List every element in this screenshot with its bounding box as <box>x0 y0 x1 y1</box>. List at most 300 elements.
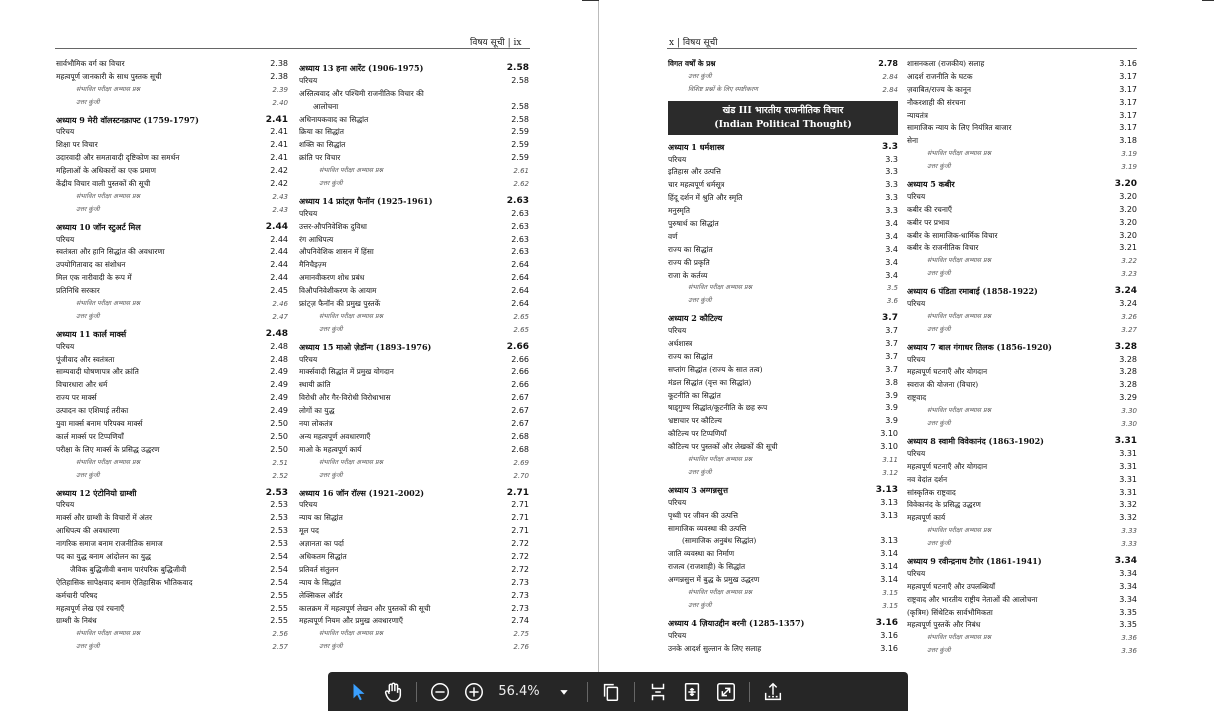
entry-title: अध्याय 3 अग्गन्नसुत्त <box>668 484 728 495</box>
entry-title: कबीर के राजनीतिक विचार <box>907 243 979 253</box>
zoom-level[interactable]: 56.4% <box>498 684 540 699</box>
page-number: 3.16 <box>880 643 898 653</box>
entry-title: उत्तर कुंजी <box>319 180 343 188</box>
page-number: 3.35 <box>1119 620 1137 630</box>
entry-title: मिल एक नारीवादी के रूप में <box>56 273 132 283</box>
zoom-in-button[interactable] <box>457 677 491 707</box>
entry-title: राज्य का सिद्धांत <box>668 351 713 361</box>
section-subtitle: (Indian Political Thought) <box>714 118 852 130</box>
left-page-header: विषय सूची | ix <box>470 38 522 48</box>
entry-title: अध्याय 9 मेरी वॉलस्टनक्राफ्ट (1759-1797) <box>56 114 199 125</box>
page-number: 3.14 <box>880 575 898 585</box>
page-number: 3.32 <box>1119 513 1137 523</box>
page-number: 2.39 <box>272 85 288 94</box>
page-number: 3.30 <box>1121 407 1137 416</box>
chapter-heading <box>907 285 1137 298</box>
page-number: 2.54 <box>270 564 288 574</box>
page-number: 3.16 <box>875 617 898 628</box>
page-number: 2.54 <box>270 577 288 587</box>
entry-title: नया लोकतंत्र <box>299 419 333 429</box>
toc-entry <box>299 259 529 272</box>
page-number: 3.6 <box>886 297 898 306</box>
page-number: 3.13 <box>880 510 898 520</box>
entry-title: शिक्षा पर विचार <box>56 140 98 150</box>
toolbar-divider <box>749 682 750 702</box>
toc-subentry <box>299 311 529 324</box>
toc-entry <box>668 325 898 338</box>
toc-entry <box>299 88 529 101</box>
entry-title: उत्तर कुंजी <box>319 471 343 479</box>
entry-title: नौकरशाही की संरचना <box>907 97 966 107</box>
select-tool-button[interactable] <box>342 677 376 707</box>
entry-title: संभावित परीक्षा अभ्यास प्रश्न <box>319 630 383 638</box>
page-number: 2.58 <box>511 75 529 85</box>
page-number: 2.78 <box>878 59 898 68</box>
entry-title: भ्रष्टाचार पर कौटिल्य <box>668 416 722 426</box>
page-number: 2.73 <box>511 603 529 613</box>
toc-entry <box>668 351 898 364</box>
page-number: 2.52 <box>272 471 288 480</box>
hand-tool-button[interactable] <box>376 677 410 707</box>
entry-title: अध्याय 5 कबीर <box>907 179 955 190</box>
entry-title: सप्तांग सिद्धांत (राज्य के सात तत्व) <box>668 364 763 374</box>
entry-title: स्थायी क्रांति <box>299 380 331 390</box>
copy-pages-button[interactable] <box>594 677 628 707</box>
toc-entry <box>56 512 288 525</box>
entry-title: परिचय <box>907 568 926 578</box>
page-number: 3.21 <box>1119 243 1137 253</box>
entry-title: संभावित परीक्षा अभ्यास प्रश्न <box>76 192 140 200</box>
select-icon <box>348 681 370 703</box>
toc-entry <box>56 551 288 564</box>
page-number: 3.8 <box>885 377 898 387</box>
chapter-heading <box>668 312 898 325</box>
entry-title: अग्गन्नसुत्त में बुद्ध के प्रमुख उद्धरण <box>668 575 760 585</box>
toc-entry <box>907 366 1137 379</box>
page-number: 3.17 <box>1119 123 1137 133</box>
page-number: 2.70 <box>513 471 529 480</box>
page-number: 3.26 <box>1121 312 1137 321</box>
entry-title: अध्याय 10 जॉन स्टुअर्ट मिल <box>56 221 141 232</box>
entry-title: न्यायतंत्र <box>907 110 928 120</box>
toolbar-divider <box>416 682 417 702</box>
page-number: 3.15 <box>882 588 898 597</box>
page-number: 3.29 <box>1119 393 1137 403</box>
page-number: 3.19 <box>1121 150 1137 159</box>
entry-title: परिचय <box>56 341 75 351</box>
page-number: 3.14 <box>880 549 898 559</box>
entry-title: अधिकतम सिद्धांत <box>299 551 347 561</box>
right-header-rule <box>667 48 1137 49</box>
chapter-heading <box>299 341 529 354</box>
fit-page-button[interactable] <box>641 677 675 707</box>
entry-title: केंद्रीय विचार वाली पुस्तकों की सूची <box>56 179 151 189</box>
page-number: 3.19 <box>1121 163 1137 172</box>
toc-entry <box>299 75 529 88</box>
page-number: 2.56 <box>272 630 288 639</box>
page-number: 2.74 <box>511 616 529 626</box>
toc-entry <box>299 272 529 285</box>
chapter-heading <box>668 484 898 497</box>
entry-title: महत्वपूर्ण घटनाएँ और योगदान <box>907 367 988 377</box>
toc-entry <box>299 525 529 538</box>
entry-title: उत्तर कुंजी <box>688 297 712 305</box>
page-number: 2.64 <box>511 273 529 283</box>
entry-title: उनके आदर्श सुल्तान के लिए सलाह <box>668 643 762 653</box>
entry-title: संभावित परीक्षा अभ्यास प्रश्न <box>688 588 752 596</box>
entry-title: न्याय का सिद्धांत <box>299 513 343 523</box>
toc-entry <box>907 499 1137 512</box>
page-number: 2.48 <box>270 341 288 351</box>
toc-entry <box>56 234 288 247</box>
toc-entry <box>299 208 529 221</box>
page-number: 3.18 <box>1119 136 1137 146</box>
toc-subentry <box>668 295 898 308</box>
toc-subentry <box>56 204 288 217</box>
page-number: 2.44 <box>270 247 288 257</box>
toc-subentry <box>56 641 288 654</box>
entry-title: पृथ्वी पर जीवन की उत्पत्ति <box>668 510 738 520</box>
entry-title: साम्यवादी घोषणापत्र और क्रांति <box>56 367 139 377</box>
page-number: 3.10 <box>880 442 898 452</box>
toc-subentry <box>907 255 1137 268</box>
toc-entry <box>668 390 898 403</box>
toc-entry <box>56 577 288 590</box>
page-number: 3.31 <box>1119 474 1137 484</box>
toc-entry <box>907 392 1137 405</box>
entry-title: फ्रांट्ज़ फैनॉन की प्रमुख पुस्तकें <box>299 299 381 309</box>
zoom-out-button[interactable] <box>423 677 457 707</box>
toc-entry <box>56 126 288 139</box>
toc-entry <box>907 568 1137 581</box>
toc-entry <box>299 405 529 418</box>
page-number: 3.28 <box>1119 367 1137 377</box>
page-number: 2.41 <box>265 114 288 125</box>
toc-entry <box>668 643 898 656</box>
entry-title: संभावित परीक्षा अभ्यास प्रश्न <box>76 300 140 308</box>
toc-entry <box>668 535 898 548</box>
toc-entry <box>299 354 529 367</box>
entry-title: परिचय <box>907 299 926 309</box>
toc-column-left-2 <box>299 58 529 654</box>
toc-subentry <box>299 470 529 483</box>
toc-entry <box>668 192 898 205</box>
page-number: 2.58 <box>506 63 529 73</box>
entry-title: राजा के कर्तव्य <box>668 270 708 280</box>
toolbar-divider <box>634 682 635 702</box>
page-number: 2.65 <box>513 325 529 334</box>
page-number: 3.3 <box>885 193 898 203</box>
page-number: 2.71 <box>511 526 529 536</box>
entry-title: ऐतिहासिक सापेक्षवाद बनाम ऐतिहासिक भौतिकवाद <box>56 577 193 587</box>
entry-title: परिचय <box>56 234 75 244</box>
entry-title: कार्ल मार्क्स पर टिप्पणियाँ <box>56 431 124 441</box>
toc-entry <box>668 561 898 574</box>
entry-title: विगत वर्षों के प्रश्न <box>668 59 716 68</box>
toc-subentry <box>668 84 898 97</box>
page-number: 3.20 <box>1119 217 1137 227</box>
toc-entry <box>56 246 288 259</box>
entry-title: आलोचना <box>313 101 339 111</box>
toc-entry <box>56 259 288 272</box>
entry-title: संभावित परीक्षा अभ्यास प्रश्न <box>76 458 140 466</box>
entry-title: परिचय <box>668 630 687 640</box>
entry-title: कौटिल्य पर पुस्तकों और लेखकों की सूची <box>668 442 778 452</box>
toc-entry <box>907 135 1137 148</box>
entry-title: उदारवादी और समतावादी दृष्टिकोण का समर्थन <box>56 153 180 163</box>
entry-title: उत्तर कुंजी <box>927 163 951 171</box>
entry-title: परिचय <box>299 208 318 218</box>
entry-title: युवा मार्क्स बनाम परिपक्व मार्क्स <box>56 419 143 429</box>
fullscreen-button[interactable] <box>709 677 743 707</box>
page-number: 2.67 <box>511 406 529 416</box>
toc-entry <box>56 354 288 367</box>
toc-entry <box>56 152 288 165</box>
entry-title: महत्वपूर्ण लेख एवं रचनाएँ <box>56 603 125 613</box>
toc-column-right-1 <box>668 58 898 655</box>
toc-entry <box>299 234 529 247</box>
page-number: 2.42 <box>270 166 288 176</box>
toc-entry <box>668 270 898 283</box>
page-edge-mark-right <box>1202 0 1214 1</box>
entry-title: संभावित परीक्षा अभ्यास प्रश्न <box>688 456 752 464</box>
entry-title: उत्तर कुंजी <box>927 420 951 428</box>
toc-entry <box>907 242 1137 255</box>
page-number: 2.55 <box>270 616 288 626</box>
entry-title: परिचय <box>907 354 926 364</box>
toc-entry <box>299 444 529 457</box>
page-number: 3.9 <box>885 390 898 400</box>
zoom-out-icon <box>429 681 451 703</box>
page-number: 3.7 <box>885 326 898 336</box>
entry-title: पुरुषार्थ का सिद्धांत <box>668 219 719 229</box>
page-number: 3.13 <box>880 497 898 507</box>
page-number: 3.17 <box>1119 71 1137 81</box>
entry-title: विचारधारा और धर्म <box>56 380 108 390</box>
entry-title: लोगों का युद्ध <box>299 406 335 416</box>
entry-title: अर्थशास्त्र <box>668 339 693 349</box>
page-number: 2.71 <box>511 513 529 523</box>
page-number: 2.72 <box>511 551 529 561</box>
toc-entry <box>907 97 1137 110</box>
entry-title: उत्तर कुंजी <box>319 643 343 651</box>
entry-title: आदर्श राजनीति के घटक <box>907 71 973 81</box>
page-number: 2.71 <box>506 487 529 498</box>
toc-subentry <box>907 324 1137 337</box>
section-banner <box>668 101 898 135</box>
toc-entry <box>299 512 529 525</box>
entry-title: इतिहास और उत्पत्ति <box>668 167 721 177</box>
entry-title: क्रिया का सिद्धांत <box>299 127 345 137</box>
entry-title: महत्वपूर्ण घटनाएँ और उपलब्धियाँ <box>907 581 996 591</box>
entry-title: अध्याय 9 रवीन्द्रनाथ टैगोर (1861-1941) <box>907 555 1042 566</box>
page-number: 3.36 <box>1121 647 1137 656</box>
entry-title: पद का युद्ध बनाम आंदोलन का युद्ध <box>56 551 151 561</box>
page-number: 3.24 <box>1114 286 1137 297</box>
chapter-heading <box>907 435 1137 448</box>
entry-title: महत्वपूर्ण नियम और प्रमुख अवधारणाएँ <box>299 616 403 626</box>
share-button[interactable] <box>756 677 790 707</box>
toc-entry <box>299 590 529 603</box>
entry-title: राजत्व (राजशाही) के सिद्धांत <box>668 562 746 572</box>
entry-title: सार्वभौमिक वर्ग का विचार <box>56 59 125 68</box>
page-number: 3.13 <box>875 484 898 495</box>
page-number: 3.23 <box>1121 270 1137 279</box>
toc-entry <box>668 231 898 244</box>
toc-entry <box>668 441 898 454</box>
share-icon <box>762 681 784 703</box>
toc-entry <box>299 538 529 551</box>
entry-title: माओ के महत्वपूर्ण कार्य <box>299 444 362 454</box>
page-number: 2.65 <box>513 312 529 321</box>
entry-title: कालक्रम में महत्वपूर्ण लेखन और पुस्तकों की सूची <box>299 603 431 613</box>
toc-entry <box>56 538 288 551</box>
entry-title: अध्याय 15 माओ ज़ेडॉन्ग (1893-1976) <box>299 341 432 352</box>
toc-entry <box>299 285 529 298</box>
entry-title: उपयोगितावाद का संशोधन <box>56 260 126 270</box>
page-number: 2.44 <box>270 260 288 270</box>
page-number: 2.64 <box>511 286 529 296</box>
page-number: 3.17 <box>1119 110 1137 120</box>
toc-subentry <box>668 600 898 613</box>
page-number: 3.33 <box>1121 527 1137 536</box>
toc-entry <box>907 594 1137 607</box>
entry-title: विशिष्ट प्रश्नों के लिए स्पष्टीकरण <box>688 85 758 93</box>
page-number: 2.53 <box>270 539 288 549</box>
toc-entry <box>907 84 1137 97</box>
page-number: 3.4 <box>885 244 898 254</box>
entry-title: अध्याय 11 कार्ल मार्क्स <box>56 328 127 339</box>
page-number: 2.67 <box>511 419 529 429</box>
toc-entry <box>56 431 288 444</box>
toc-entry <box>907 354 1137 367</box>
page-number: 2.58 <box>511 101 529 111</box>
entry-title: महत्वपूर्ण पुस्तकें और निबंध <box>907 620 981 630</box>
page-number: 3.13 <box>880 536 898 546</box>
entry-title: औपनिवेशिक शासन में हिंसा <box>299 247 374 257</box>
entry-title: अध्याय 8 स्वामी विवेकानंद (1863-1902) <box>907 435 1044 446</box>
toc-entry <box>668 523 898 536</box>
toc-subentry <box>56 191 288 204</box>
entry-title: महत्वपूर्ण घटनाएँ और योगदान <box>907 461 988 471</box>
fit-all-button[interactable] <box>675 677 709 707</box>
chapter-heading <box>299 487 529 500</box>
page-number: 2.42 <box>270 179 288 189</box>
entry-title: विवेकानंद के प्रसिद्ध उद्धरण <box>907 500 981 510</box>
entry-title: संभावित परीक्षा अभ्यास प्रश्न <box>319 312 383 320</box>
page-number: 3.31 <box>1119 461 1137 471</box>
page-number: 3.34 <box>1114 555 1137 566</box>
page-number: 2.44 <box>265 221 288 232</box>
entry-title: मार्क्सवादी सिद्धांत में प्रमुख योगदान <box>299 367 394 377</box>
entry-title: संभावित परीक्षा अभ्यास प्रश्न <box>76 85 140 93</box>
page-number: 3.34 <box>1119 568 1137 578</box>
page-number: 2.72 <box>511 539 529 549</box>
entry-title: परिचय <box>668 154 687 164</box>
page-number: 3.4 <box>885 231 898 241</box>
zoom-dropdown-button[interactable] <box>547 677 581 707</box>
chapter-heading <box>907 341 1137 354</box>
toc-entry <box>299 392 529 405</box>
chapter-heading <box>299 62 529 75</box>
page-number: 2.59 <box>511 153 529 163</box>
entry-title: अध्याय 13 हना आरेंट (1906-1975) <box>299 63 424 73</box>
entry-title: उत्पादन का एशियाई तरीका <box>56 406 129 416</box>
toc-subentry <box>907 645 1137 658</box>
toc-subentry <box>907 148 1137 161</box>
page-number: 2.53 <box>270 513 288 523</box>
page-number: 3.4 <box>885 257 898 267</box>
entry-title: प्रतिनिधि सरकार <box>56 286 100 296</box>
zoom-in-icon <box>463 681 485 703</box>
entry-title: मनुस्मृति <box>668 206 690 216</box>
toc-subentry <box>56 470 288 483</box>
copy-pages-icon <box>600 681 622 703</box>
page-number: 3.3 <box>885 206 898 216</box>
entry-title: लेक्सिकल ऑर्डर <box>299 590 343 600</box>
page-number: 2.63 <box>511 234 529 244</box>
page-number: 2.68 <box>511 431 529 441</box>
page-number: 3.20 <box>1119 230 1137 240</box>
chapter-heading <box>56 114 288 127</box>
toc-entry <box>907 230 1137 243</box>
entry-title: (कृत्रिम) सिंथेटिक सार्वभौमिकता <box>907 607 993 617</box>
hand-icon <box>382 681 404 703</box>
page-number: 3.3 <box>885 154 898 164</box>
section-title: खंड III भारतीय राजनीतिक विचार <box>722 104 844 116</box>
toc-entry <box>907 71 1137 84</box>
toc-subentry <box>299 457 529 470</box>
entry-title: संभावित परीक्षा अभ्यास प्रश्न <box>927 407 991 415</box>
toc-entry <box>56 590 288 603</box>
toc-entry <box>668 257 898 270</box>
toc-entry <box>56 392 288 405</box>
page-number: 2.49 <box>270 393 288 403</box>
toc-entry <box>907 379 1137 392</box>
entry-title: प्रतिवर्त संतुलन <box>299 564 339 574</box>
page-number: 2.63 <box>511 221 529 231</box>
toc-entry <box>299 139 529 152</box>
page-number: 3.7 <box>885 339 898 349</box>
entry-title: परिचय <box>907 448 926 458</box>
toc-entry <box>56 58 288 71</box>
page-number: 3.28 <box>1114 341 1137 352</box>
page-number: 3.30 <box>1121 420 1137 429</box>
entry-title: अध्याय 4 ज़ियाउद्दीन बरनी (1285-1357) <box>668 617 805 628</box>
page-number: 3.17 <box>1119 84 1137 94</box>
entry-title: परिचय <box>56 127 75 137</box>
chapter-heading <box>56 487 288 500</box>
toc-subentry <box>56 311 288 324</box>
entry-title: उत्तर कुंजी <box>927 647 951 655</box>
toc-entry <box>907 619 1137 632</box>
page-number: 2.55 <box>270 603 288 613</box>
page-number: 2.53 <box>265 487 288 498</box>
page-number: 2.53 <box>270 526 288 536</box>
page-number: 2.61 <box>513 167 529 176</box>
entry-title: संभावित परीक्षा अभ्यास प्रश्न <box>688 284 752 292</box>
page-number: 3.9 <box>885 403 898 413</box>
page-number: 2.75 <box>513 630 529 639</box>
entry-title: संभावित परीक्षा अभ्यास प्रश्न <box>927 150 991 158</box>
chapter-heading <box>907 178 1137 191</box>
page-number: 2.76 <box>513 643 529 652</box>
page-number: 2.73 <box>511 577 529 587</box>
toc-entry <box>56 418 288 431</box>
toc-subentry <box>56 298 288 311</box>
page-number: 3.12 <box>882 468 898 477</box>
toc-entry <box>56 615 288 628</box>
